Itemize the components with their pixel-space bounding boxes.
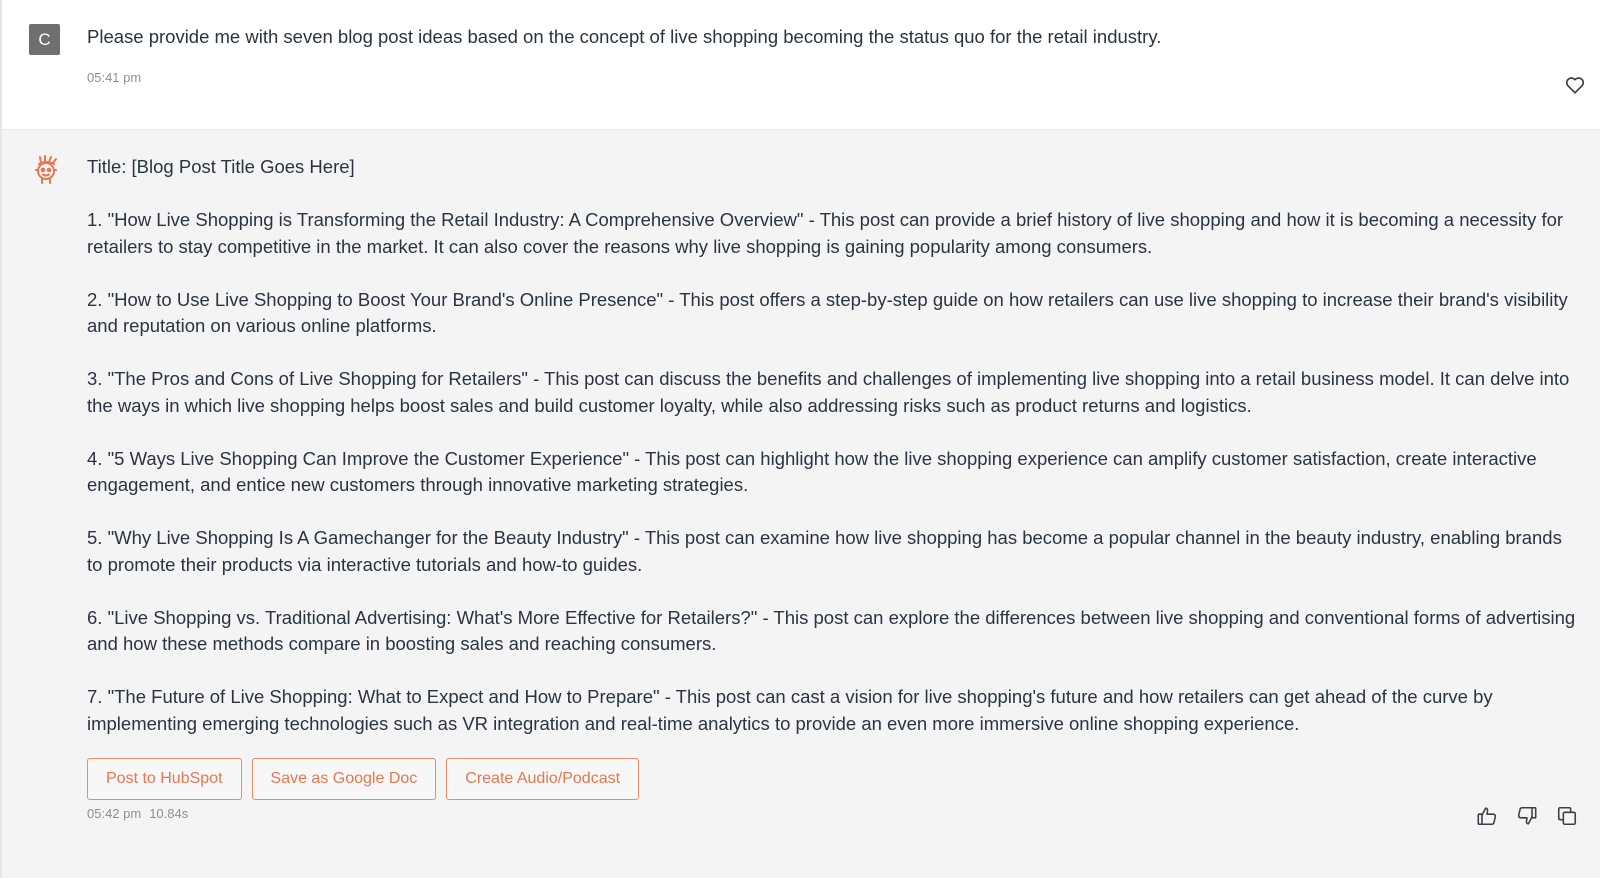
list-item: 3. "The Pros and Cons of Live Shopping for Retailers" - This post can discuss the benefits and challenges of implementing live shopping into a retail business model. It can delve into the ways in which live shopping helps boost sales and build customer loyalty, while also addressing risks such as product returns and logistics. [87, 368, 1570, 416]
save-as-google-doc-button[interactable]: Save as Google Doc [252, 758, 437, 800]
list-item: 4. "5 Ways Live Shopping Can Improve the Customer Experience" - This post can highlight how the live shopping experience can amplify customer satisfaction, create interactive engagement, and entice new customers through innovative marketing strategies. [87, 447, 1537, 495]
assistant-timestamp: 05:42 pm [87, 806, 142, 821]
user-message [2, 0, 1600, 130]
list-item: 1. "How Live Shopping is Transforming the Retail Industry: A Comprehensive Overview" - This post can provide a brief history of live shopping and how it is becoming a necessity for retailers to stay competitive in the market. It can also cover the reasons why live shopping is gaining popularity among consumers. [87, 209, 1564, 257]
list-item: 7. "The Future of Live Shopping: What to Expect and How to Prepare" - This post can cast a vision for live shopping's future and how retailers can get ahead of the curve by implementing emerging technologies such as VR integration and real-time analytics to provide an even more immersive online shopping experience. [87, 686, 1493, 734]
heart-icon[interactable] [1564, 74, 1586, 96]
response-duration: 10.84s [149, 806, 189, 821]
answer-title-line: Title: [Blog Post Title Goes Here] [87, 156, 355, 177]
create-audio-podcast-button[interactable]: Create Audio/Podcast [446, 758, 639, 800]
assistant-meta [87, 806, 188, 821]
user-avatar: C [29, 24, 60, 55]
assistant-answer [87, 154, 1577, 737]
user-message-text: Please provide me with seven blog post ideas based on the concept of live shopping becoming the status quo for the retail industry. [87, 26, 1162, 47]
copy-icon[interactable] [1556, 805, 1578, 827]
feedback-toolbar [1476, 805, 1578, 827]
list-item: 5. "Why Live Shopping Is A Gamechanger for the Beauty Industry" - This post can examine how live shopping has become a popular channel in the beauty industry, enabling brands to promote their products via interactive tutorials and how-to guides. [87, 527, 1562, 575]
assistant-message [2, 130, 1600, 878]
thumbs-up-icon[interactable] [1476, 805, 1498, 827]
bot-mascot-icon [30, 154, 62, 186]
user-message-timestamp: 05:41 pm [87, 70, 142, 85]
thumbs-down-icon[interactable] [1516, 805, 1538, 827]
list-item: 2. "How to Use Live Shopping to Boost Your Brand's Online Presence" - This post offers a step-by-step guide on how retailers can use live shopping to increase their brand's visibility and reputation on various online platforms. [87, 288, 1568, 336]
list-item: 6. "Live Shopping vs. Traditional Advertising: What's More Effective for Retailers?" - This post can explore the differences between live shopping and conventional forms of advertising and how these methods compare in boosting sales and reaching consumers. [87, 606, 1576, 654]
post-to-hubspot-button[interactable]: Post to HubSpot [87, 758, 242, 800]
answer-actions [87, 758, 639, 800]
